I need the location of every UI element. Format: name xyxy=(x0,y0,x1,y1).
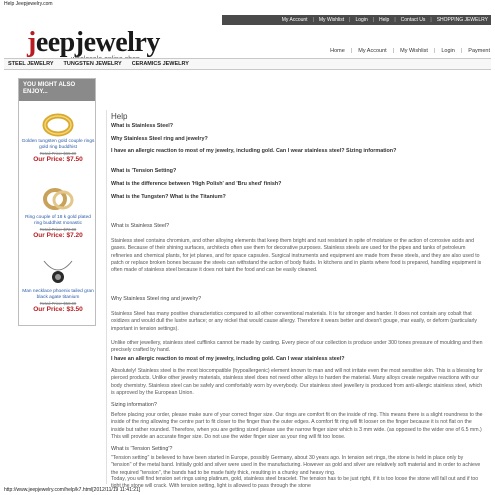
section-heading: I have an allergic reaction to most of my jewelry, including gold. Can I wear stainless steel? xyxy=(111,356,345,362)
category-ceramics-jewelry[interactable]: CERAMICS JEWELRY xyxy=(131,61,189,67)
product-retail-price: Retail Price: $72.00 xyxy=(39,227,77,232)
product-name[interactable]: Man necklace phoenix tailed gran black agate titanium xyxy=(22,289,94,300)
product-retail-price: Retail Price: $65.00 xyxy=(39,151,77,156)
logo-wordmark: jeepjewelry xyxy=(27,27,160,58)
product-price: Our Price: $3.50 xyxy=(33,306,83,313)
topbar-separator: | xyxy=(430,17,432,23)
topbar-shopping-jewelry-link[interactable]: SHOPPING JEWELRY xyxy=(436,17,488,23)
category-steel-jewelry[interactable]: STEEL JEWELRY xyxy=(8,61,54,67)
faq-link-allergic-reaction[interactable]: I have an allergic reaction to most of my jewelry, including gold. Can I wear stainless steel? Sizing information? xyxy=(111,148,397,154)
section-heading: What is Stainless Steel? xyxy=(111,223,170,229)
faq-link-why-stainless-steel[interactable]: Why Stainless Steel ring and jewelry? xyxy=(111,136,208,142)
sidebar-title: YOU MIGHT ALSO ENJOY... xyxy=(19,79,95,101)
product-price: Our Price: $7.50 xyxy=(33,156,83,163)
product-price: Our Price: $7.20 xyxy=(33,232,83,239)
print-footer: http://www.jeepjewelry.com/help/k7.html[2012/11/19 11:41:21] xyxy=(4,487,141,493)
product-name[interactable]: Ring couple of 18 k gold plated ring buddhist monastic xyxy=(25,215,91,226)
topbar-my-account-link[interactable]: My Account xyxy=(281,17,308,23)
product-card[interactable] xyxy=(19,257,97,314)
nav-login-link[interactable]: Login xyxy=(441,48,455,54)
section-paragraph: "Tension setting" is believed to have been started in Europe, possibly Germany, about 30 years ago. In tension set rings, the stone is held in place only by "tension" of the metal band. Initially gold and silver were used in the manufacturing. However as gold and silver are relatively soft material and in order to achieve the required "tension", the bands had to be made fairly thick, resulting in a chunky and heavy ring. xyxy=(111,455,481,476)
product-card[interactable] xyxy=(19,183,97,240)
topbar-separator: | xyxy=(312,17,314,23)
section-paragraph: Stainless steel contains chromium, and other alloying elements that keep them bright and rust resistant in spite of moisture or the action of corrosive acids and gases. Because of their shining surfaces, architects often use them for decorative purposes. Stainless steels are used for the pipes and tanks of petroleum refineries and chemical plants, for jet planes, and for space capsules. Surgical instruments and equipment are made from these steels, and they are also used to patch or replace broken bones because the steels can withstand the action of body fluids. In kitchens and in plants where food is prepared, handling equipment is often made of stainless steel because it does not taint the food and can be easily cleaned. xyxy=(111,238,482,274)
gold-ring-image[interactable] xyxy=(38,109,78,137)
topbar-my-wishlist-link[interactable]: My Wishlist xyxy=(318,17,345,23)
faq-link-finish-difference[interactable]: What is the difference between 'High Polish' and 'Bru shed' finish? xyxy=(111,181,282,187)
main-nav xyxy=(330,48,490,54)
faq-link-tension-setting[interactable]: What is 'Tension Setting? xyxy=(111,168,177,174)
category-bar xyxy=(4,58,491,70)
section-paragraph: Today, you will find tension set rings using platinum, gold, stainless steel bracelet. The tension has to be just right, if it is too loose the stone will fall out and if too tight the stone will crack. With tension setting, light is allowed to pass through the stone xyxy=(111,476,479,490)
section-heading: Sizing information? xyxy=(111,402,157,408)
topbar-login-link[interactable]: Login xyxy=(355,17,368,23)
section-paragraph: Stainless Steel has many positive characteristics compared to all other conventional materials. It is far stronger and harder. It does not contain any cobalt that oxidizes and would dull the lustre surface; or any nickel that would cause allergy. Therefore it wears better and doesn't gouge, mar easily, or deform (particularly important in tension settings). xyxy=(111,311,478,332)
product-retail-price: Retail Price: $58.00 xyxy=(39,301,77,306)
faq-link-tungsten-titanium[interactable]: What is the Tungsten? What is the Titanium? xyxy=(111,194,226,200)
necklace-image[interactable] xyxy=(38,257,78,287)
topbar-separator: | xyxy=(349,17,351,23)
topbar-help-link[interactable]: Help xyxy=(379,17,390,23)
product-card[interactable] xyxy=(19,109,97,164)
nav-separator: | xyxy=(433,48,436,54)
topbar-separator: | xyxy=(372,17,375,23)
nav-home-link[interactable]: Home xyxy=(330,48,345,54)
page-title: Help xyxy=(111,112,128,121)
category-tungsten-jewelry[interactable]: TUNGSTEN JEWELRY xyxy=(63,61,122,67)
product-name[interactable]: Golden tungsten gold couple rings gold ring buddhist xyxy=(21,139,95,150)
recommendations-sidebar xyxy=(18,78,96,326)
faq-link-stainless-steel[interactable]: What is Stainless Steel? xyxy=(111,123,174,129)
topbar-separator: | xyxy=(394,17,396,23)
section-paragraph: Before placing your order, please make sure of your correct finger size. Our rings are comfort fit on the inside of ring. This means there is a slight roundness to the inside of the ring allowing the centre part to fit closer to the finger than the outer edges. A comfort fit ring will fit looser on the finger because it is not flat on the inside but rather rounded. Therefore, when you are getting sized please use the narrow finger sizer which is 3 mm wide. (as opposed to the wider one of 6.5 mm.) This will provide an accurate finger size. Do not use the wider finger sizer as your ring will fit too loose. xyxy=(111,412,483,440)
section-paragraph: Absolutely! Stainless steel is the most biocompatible (hypoallergenic) element known to man and will not irritate even the most sensitive skin. This is a blessing for pierced products. Unlike other jewelry materials, stainless steel does not need other alloys to harden the material. Many alloys create negative reactions with our body chemistry. Stainless steel can be safely and comfortably worn by everybody. Our stainless steel jewellery is produced from anti-allergic stainless steel, which is approved by the European Union. xyxy=(111,368,483,396)
nav-my-account-link[interactable]: My Account xyxy=(358,48,387,54)
topbar-contact-us-link[interactable]: Contact Us xyxy=(400,17,426,23)
section-paragraph: Unlike other jewellery, stainless steel cufflinks cannot be made by casting. Every piece of our collection is produce under 300 tones pressure of moulding and then precisely crafted by hand. xyxy=(111,340,483,354)
section-heading: What is 'Tension Setting'? xyxy=(111,446,173,452)
nav-separator: | xyxy=(460,48,463,54)
section-heading: Why Stainless Steel ring and jewelry? xyxy=(111,296,202,302)
print-header: Help Jeepjewelry.com xyxy=(4,1,53,7)
nav-payment-link[interactable]: Payment xyxy=(468,48,490,54)
couple-ring-image[interactable] xyxy=(38,183,78,213)
nav-my-wishlist-link[interactable]: My Wishlist xyxy=(400,48,428,54)
nav-separator: | xyxy=(350,48,353,54)
top-utility-bar xyxy=(222,15,491,25)
nav-separator: | xyxy=(392,48,395,54)
